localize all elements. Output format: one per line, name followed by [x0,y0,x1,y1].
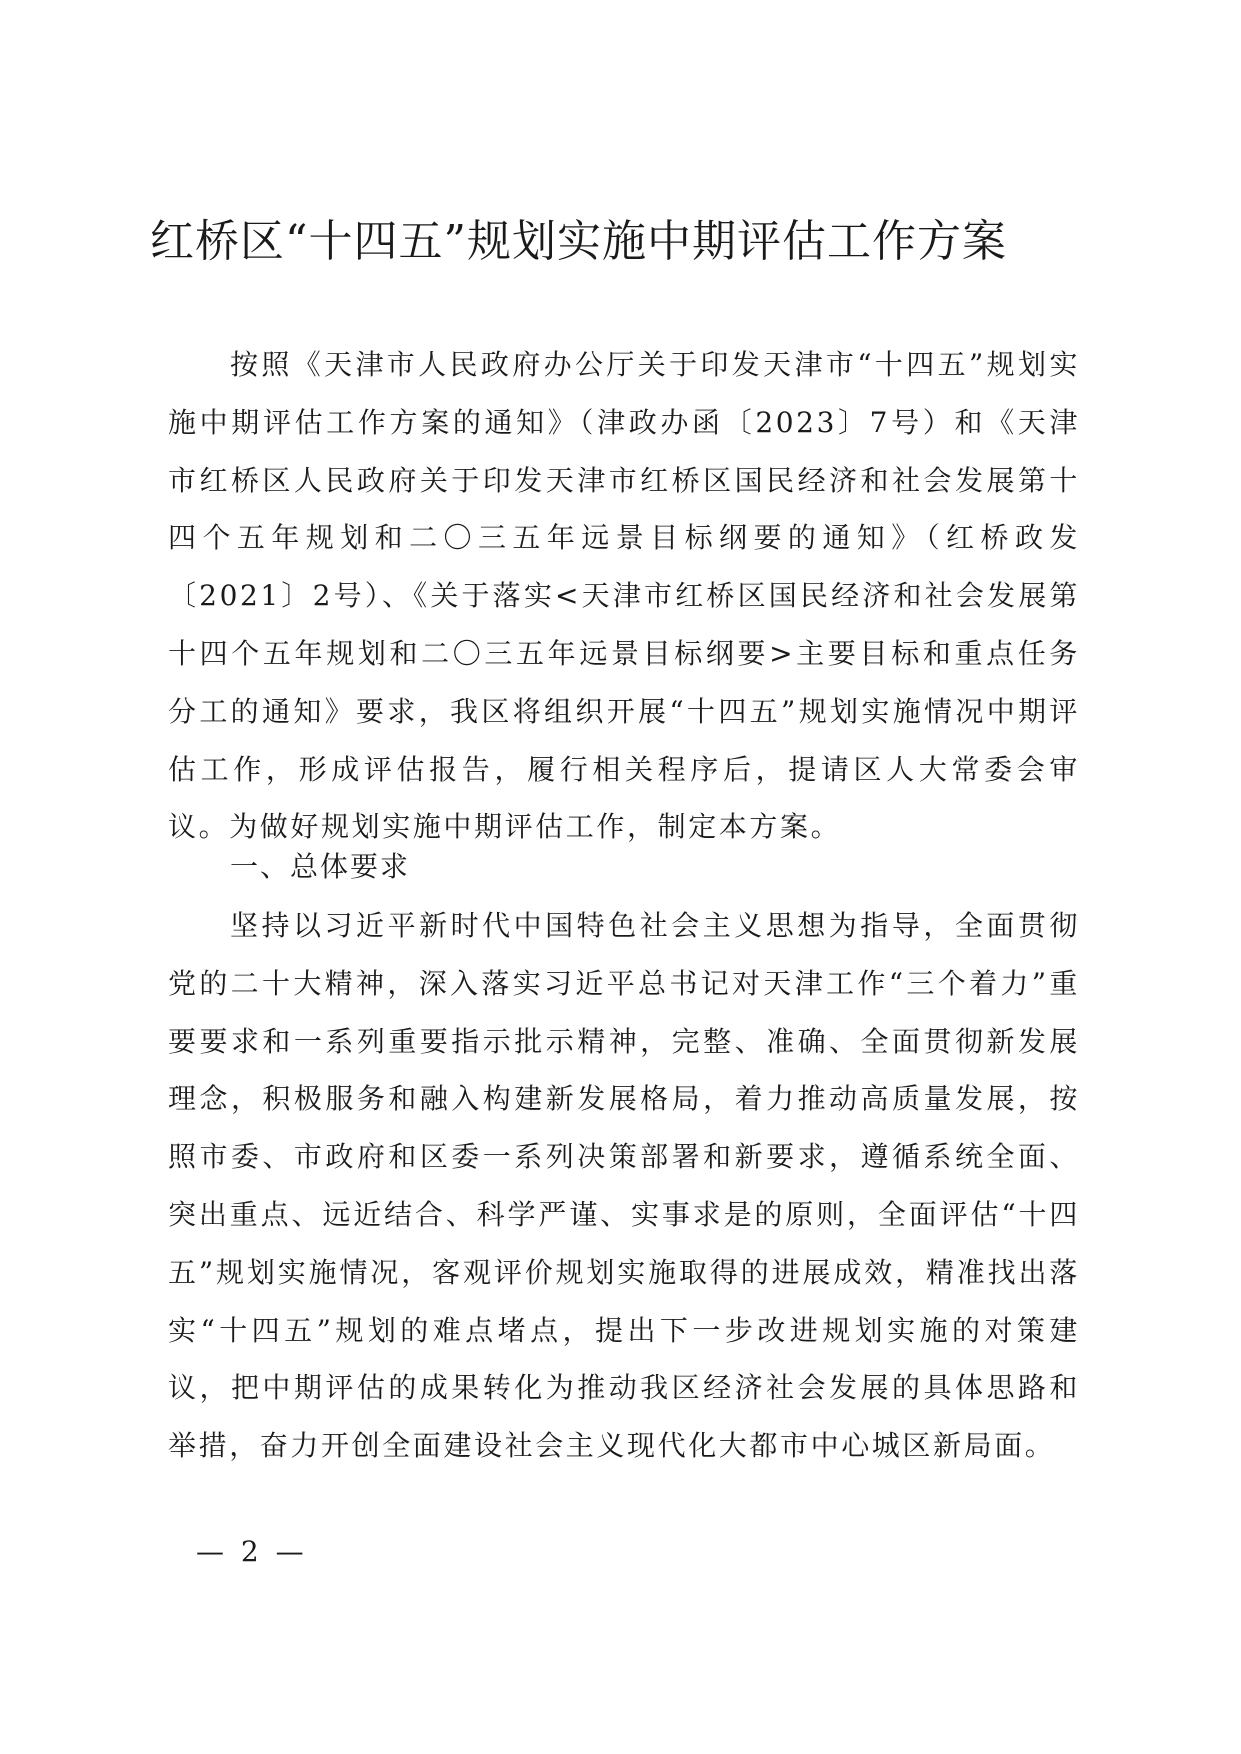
section-heading-overall-requirements: 一、总体要求 [230,850,411,883]
document-title: 红桥区“十四五”规划实施中期评估工作方案 [150,216,1007,267]
page-number: — 2 — [196,1535,308,1568]
section-1-paragraph: 坚持以习近平新时代中国特色社会主义思想为指导，全面贯彻党的二十大精神，深入落实习近平总书记对天津工作“三个着力”重要要求和一系列重要指示批示精神，完整、准确、全面贯彻新发展理念，积极服务和融入构建新发展格局，着力推动高质量发展，按照市委、市政府和区委一系列决策部署和新要求，遵循系统全面、突出重点、远近结合、科学严谨、实事求是的原则，全面评估“十四五”规划实施情况，客观评价规划实施取得的进展成效，精准找出落实“十四五”规划的难点堵点，提出下一步改进规划实施的对策建议，把中期评估的成果转化为推动我区经济社会发展的具体思路和举措，奋力开创全面建设社会主义现代化大都市中心城区新局面。 [168,909,1080,1463]
intro-paragraph: 按照《天津市人民政府办公厅关于印发天津市“十四五”规划实施中期评估工作方案的通知》（津政办函〔2023〕7号）和《天津市红桥区人民政府关于印发天津市红桥区国民经济和社会发展第十四个五年规划和二〇三五年远景目标纲要的通知》（红桥政发〔2021〕2号）、《关于落实<天津市红桥区国民经济和社会发展第十四个五年规划和二〇三五年远景目标纲要>主要目标和重点任务分工的通知》要求，我区将组织开展“十四五”规划实施情况中期评估工作，形成评估报告，履行相关程序后，提请区人大常委会审议。为做好规划实施中期评估工作，制定本方案。 [168,348,1080,844]
